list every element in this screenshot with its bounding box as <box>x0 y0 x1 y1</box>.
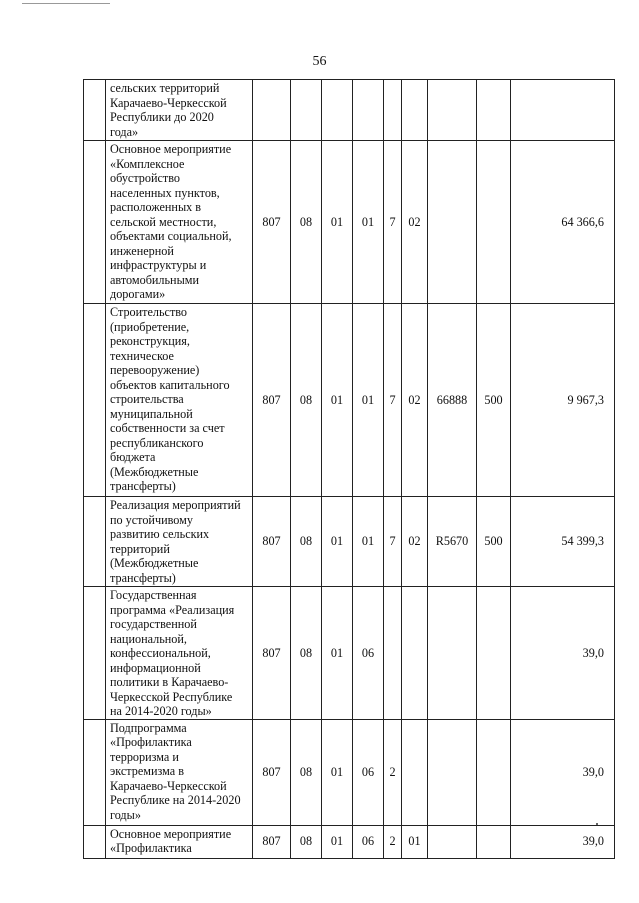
row-name-cell <box>106 825 253 858</box>
subsection-cell <box>322 80 353 141</box>
row-name-line: Основное мероприятие <box>110 142 232 156</box>
table-row <box>84 141 615 304</box>
measure-cell: 02 <box>402 141 428 304</box>
row-number-cell <box>84 719 106 825</box>
program-cell: 06 <box>353 825 384 858</box>
section-cell: 08 <box>291 141 322 304</box>
measure-cell: 02 <box>402 497 428 587</box>
direction-cell <box>428 825 477 858</box>
row-name-line: бюджета <box>110 450 156 464</box>
row-name-line: по устойчивому <box>110 512 193 527</box>
row-name-line: «Комплексное <box>110 156 185 171</box>
direction-cell <box>428 587 477 720</box>
row-name-line: информационной <box>110 660 201 675</box>
row-name-line: Основное мероприятие <box>110 826 232 841</box>
row-name-line: Карачаево-Черкесской <box>110 778 227 793</box>
row-number-cell <box>84 497 106 587</box>
subsection-cell: 01 <box>322 587 353 720</box>
table-row <box>84 80 615 141</box>
row-name-line: «Профилактика <box>110 841 192 855</box>
row-name-line: терроризма и <box>110 749 179 764</box>
row-name-line: политики в Карачаево- <box>110 675 229 689</box>
row-name-line: дорогами» <box>110 287 166 301</box>
ministry-cell: 807 <box>253 825 291 858</box>
table-row <box>84 497 615 587</box>
program-cell: 01 <box>353 497 384 587</box>
ministry-cell: 807 <box>253 719 291 825</box>
subprogram-cell: 2 <box>384 825 402 858</box>
row-name-line: республиканского <box>110 435 204 450</box>
row-name-line: автомобильными <box>110 272 200 287</box>
table-row <box>84 304 615 497</box>
measure-cell: 02 <box>402 304 428 497</box>
table-row <box>84 719 615 825</box>
section-cell: 08 <box>291 719 322 825</box>
table-row <box>84 587 615 720</box>
row-number-cell <box>84 587 106 720</box>
ministry-cell: 807 <box>253 587 291 720</box>
row-name-line: (Межбюджетные <box>110 464 199 479</box>
direction-cell <box>428 719 477 825</box>
row-name-line: сельской местности, <box>110 214 217 229</box>
measure-cell: 01 <box>402 825 428 858</box>
section-cell: 08 <box>291 497 322 587</box>
row-name-cell <box>106 304 253 497</box>
amount-cell: 39,0 <box>511 825 615 858</box>
row-name-line: инфраструктуры и <box>110 258 207 272</box>
measure-cell <box>402 80 428 141</box>
row-name-line: Государственная <box>110 588 197 602</box>
row-name-line: территорий <box>110 541 170 556</box>
row-name-line: объектов капитального <box>110 377 230 392</box>
row-number-cell <box>84 80 106 141</box>
section-cell: 08 <box>291 304 322 497</box>
row-name-line: (приобретение, <box>110 319 190 334</box>
table-row <box>84 825 615 858</box>
direction-cell <box>428 80 477 141</box>
row-name-line: (Межбюджетные <box>110 556 199 570</box>
expense-type-cell <box>477 80 511 141</box>
ministry-cell: 807 <box>253 141 291 304</box>
row-name-line: перевооружение) <box>110 363 200 377</box>
subprogram-cell: 7 <box>384 141 402 304</box>
row-name-line: муниципальной <box>110 406 193 421</box>
subsection-cell: 01 <box>322 825 353 858</box>
program-cell: 01 <box>353 141 384 304</box>
subsection-cell: 01 <box>322 497 353 587</box>
row-number-cell <box>84 825 106 858</box>
row-name-line: Строительство <box>110 305 188 319</box>
expense-type-cell: 500 <box>477 497 511 587</box>
amount-cell <box>511 80 615 141</box>
row-name-line: строительства <box>110 392 184 406</box>
row-name-cell <box>106 80 253 141</box>
subprogram-cell <box>384 587 402 720</box>
expense-type-cell <box>477 587 511 720</box>
row-name-line: «Профилактика <box>110 735 192 749</box>
amount-cell: 54 399,3 <box>511 497 615 587</box>
row-name-line: техническое <box>110 348 174 363</box>
subsection-cell: 01 <box>322 719 353 825</box>
section-cell: 08 <box>291 825 322 858</box>
expense-type-cell: 500 <box>477 304 511 497</box>
ministry-cell <box>253 80 291 141</box>
row-name-cell <box>106 497 253 587</box>
measure-cell <box>402 719 428 825</box>
direction-cell: 66888 <box>428 304 477 497</box>
ministry-cell: 807 <box>253 497 291 587</box>
expense-type-cell <box>477 141 511 304</box>
row-number-cell <box>84 304 106 497</box>
row-name-cell <box>106 141 253 304</box>
budget-table <box>83 79 615 859</box>
program-cell: 01 <box>353 304 384 497</box>
row-name-line: собственности за счет <box>110 421 225 435</box>
subprogram-cell: 2 <box>384 719 402 825</box>
row-name-line: трансферты) <box>110 479 176 493</box>
row-name-line: расположенных в <box>110 200 202 214</box>
row-name-line: населенных пунктов, <box>110 185 220 200</box>
program-cell: 06 <box>353 587 384 720</box>
section-cell: 08 <box>291 587 322 720</box>
scan-edge-line <box>22 3 110 4</box>
subprogram-cell <box>384 80 402 141</box>
subprogram-cell: 7 <box>384 497 402 587</box>
row-name-line: инженерной <box>110 243 174 258</box>
direction-cell <box>428 141 477 304</box>
row-number-cell <box>84 141 106 304</box>
row-name-line: обустройство <box>110 171 181 185</box>
subsection-cell: 01 <box>322 304 353 497</box>
row-name-line: на 2014-2020 годы» <box>110 704 212 718</box>
row-name-line: трансферты) <box>110 570 176 585</box>
row-name-line: Карачаево-Черкесской <box>110 95 227 110</box>
row-name-line: Республики до 2020 <box>110 110 214 124</box>
expense-type-cell <box>477 719 511 825</box>
measure-cell <box>402 587 428 720</box>
row-name-line: Подпрограмма <box>110 720 187 735</box>
row-name-line: реконструкция, <box>110 334 190 348</box>
expense-type-cell <box>477 825 511 858</box>
program-cell: 06 <box>353 719 384 825</box>
row-name-line: государственной <box>110 617 197 631</box>
ministry-cell: 807 <box>253 304 291 497</box>
row-name-cell <box>106 719 253 825</box>
row-name-line: Черкесской Республике <box>110 689 233 704</box>
page-number: 56 <box>312 54 327 69</box>
row-name-line: экстремизма в <box>110 764 184 778</box>
row-name-line: Реализация мероприятий <box>110 498 241 512</box>
row-name-cell <box>106 587 253 720</box>
direction-cell: R5670 <box>428 497 477 587</box>
row-name-line: года» <box>110 124 139 139</box>
subsection-cell: 01 <box>322 141 353 304</box>
row-name-line: развитию сельских <box>110 527 210 541</box>
section-cell <box>291 80 322 141</box>
amount-cell: 39,0 <box>511 587 615 720</box>
scan-speck <box>596 823 598 825</box>
row-name-line: конфессиональной, <box>110 646 211 660</box>
row-name-line: объектами социальной, <box>110 229 232 243</box>
subprogram-cell: 7 <box>384 304 402 497</box>
row-name-line: Республике на 2014-2020 <box>110 793 241 807</box>
amount-cell: 64 366,6 <box>511 141 615 304</box>
row-name-line: национальной, <box>110 631 187 646</box>
amount-cell: 39,0 <box>511 719 615 825</box>
amount-cell: 9 967,3 <box>511 304 615 497</box>
row-name-line: годы» <box>110 807 141 822</box>
row-name-line: сельских территорий <box>110 81 220 95</box>
row-name-line: программа «Реализация <box>110 602 235 617</box>
program-cell <box>353 80 384 141</box>
